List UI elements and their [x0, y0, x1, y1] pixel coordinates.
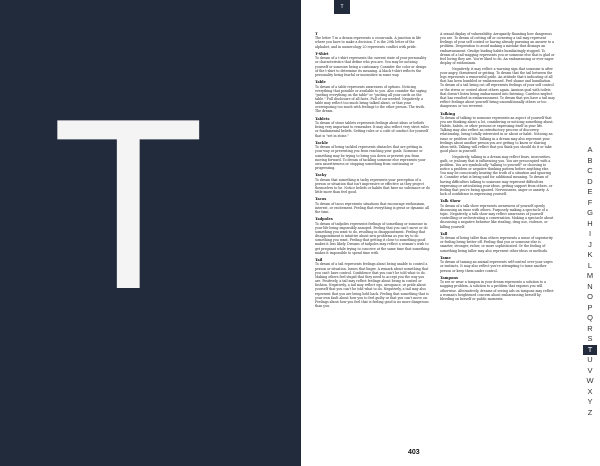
dictionary-entry: [315, 32, 430, 49]
dictionary-entry: [315, 80, 430, 113]
alphabet-letter-l: L: [587, 260, 593, 270]
dictionary-entry: [315, 197, 430, 214]
entry-paragraph: Negatively, it may reflect a warning sign that someone is after your angry, threatened or getting. To dream that the tail between the legs represents a remorseful pride. An attitude that's indicating of all that has been humbled or embarrassed. Feel shame and humiliation. To dream of a tail being cut off represents feelings of your self control or the stress or control about others again. Anxious goal with toilets that doesn't listen being embarrassed into listening. Careless neglect that has resulted in embarrassment. To dream that you have a tail may reflect feelings about yourself being unconditionally others or too dangerous or too reverent.: [440, 66, 555, 109]
entry-title: Tackle: [315, 140, 328, 145]
entry-paragraph: To dream of talking to someone represents an aspect of yourself that you are thinking about a lot, considering or noticing something about. Habits, habits, or other persons or expressing itself in your life. Talking may also reflect an introductory process of discovery, relationship, being totally interested in or about or habit. Noticing an issue or problem of life. Talking in a dream may also represent your feelings about another person you are getting to know or sharing ideas with. Talking will reflect that you think you should do it or take good place in yourself.: [440, 115, 554, 154]
dictionary-entry: [440, 256, 555, 273]
alphabet-letter-y: Y: [587, 397, 593, 406]
entry-text: [440, 204, 555, 229]
dictionary-entry: [315, 173, 430, 194]
entry-title: Tail: [315, 258, 323, 263]
dictionary-entry: [315, 52, 430, 77]
alphabet-letter-r: R: [587, 323, 593, 333]
dictionary-entry: [315, 258, 430, 308]
entry-text: [315, 222, 430, 255]
alphabet-letter-g: G: [587, 208, 593, 217]
entry-title: Tall: [440, 231, 448, 236]
entry-text: [440, 260, 555, 272]
entry-title: T-Shirt: [315, 51, 329, 56]
alphabet-letter-h: H: [587, 218, 593, 228]
entry-paragraph: To dream of a t-shirt represents the current state of your personality or characteristics that define who you are. You may be noticing yourself or someone being a customary. Consider the color or design of the t-shirt to determine its meaning. A black t-shirt reflects the personality being fearful or insensitive in some way.: [315, 56, 427, 77]
entry-text: [315, 262, 430, 308]
alphabet-letter-u: U: [587, 355, 593, 364]
entry-paragraph: To dream of stone tablets represents feelings about ideas or beliefs being very important to remember. It may also reflect very strict rules or fundamental beliefs. Setting rules or a code of conduct for yourself that is "set in stone.": [315, 121, 429, 138]
entry-paragraph: To see or wear a tampon in your dream represents a solution to a nagging problem. A solution to a problem that exposes you will otherwise. Alternatively, dreams of seeing ads on tampons may reflect a woman's heightened concern about embarrassing herself by bleeding on herself or public moments.: [440, 280, 554, 301]
alphabet-letter-e: E: [587, 187, 593, 196]
dictionary-entry: [440, 32, 555, 108]
entry-text: [315, 145, 430, 170]
entry-paragraph: To dream of taming an animal represents self-control over your urges or instincts. It may also reflect you're attempting to tame another person or keep them under control.: [440, 260, 553, 273]
entry-text: [315, 178, 430, 195]
chapter-tab: T: [334, 0, 350, 14]
alphabet-letter-z: Z: [587, 407, 593, 417]
dictionary-entry: [440, 112, 555, 197]
alphabet-letter-m: M: [586, 271, 594, 280]
entry-paragraph: To dream of a tail represents feelings about being unable to control a person or situation. Issues that linger. A remark about something that you can't have control. Confidence that you can't be told what to do. Making others feel stupid that they need to accept you the way you are. Positively, a tail may reflect feelings about being in control or fashion. Negatively, a tail may reflect ego, arrogance, or pride about yourself that you can't be told what to do. Negatively, a tail may also represent that you are being held back. Feeling that something that is your own fault about how you to feel guilty or that you can't move on. Feelings about how you feel that is feeling good is no more dangerous than you.: [315, 262, 429, 308]
entry-paragraph: To dream of being taller than others represents a sense of superiority or feeling being better off. Feeling that you or someone else is smarter, stronger, richer, or more sophisticated. Or the feeling of something being taller may also represent other ideas or methods.: [440, 236, 553, 253]
alphabet-letter-f: F: [587, 197, 593, 207]
left-text-column: [315, 32, 430, 311]
alphabet-letter-b: B: [587, 155, 593, 165]
dictionary-entry: [315, 217, 430, 255]
entry-paragraph: Negatively, talking in a dream may reflect fears, insecurities, guilt, or jealousy that is influencing you. You are preoccupied with a problem. You are symbolically "talking to yourself" or choosing to notice a problem or negative thinking pattern before anything else. You may be consciously hearing the truth of a situation and ignoring it. Consider what is being said for additional meaning. To dream of having difficulties talking to someone may represent difficulties expressing or articulating your ideas, getting support from others, or feeling that you're being ignored. Nervousness, anger or anxiety. A lack of confidence in expressing yourself.: [440, 154, 553, 197]
alphabet-letter-x: X: [587, 386, 593, 396]
alphabet-letter-d: D: [587, 176, 593, 186]
entry-text: [440, 280, 555, 301]
entry-text: [315, 36, 430, 48]
entry-title: Tadpoles: [315, 217, 333, 222]
entry-paragraph: To dream of tacos represents situations that encourage enthusiasm, interest, or excitement. Feeling that everything is great or dynamic all the time.: [315, 201, 430, 215]
alphabet-letter-k: K: [587, 250, 593, 259]
entry-title: Talk Show: [440, 199, 461, 204]
entry-paragraph: The letter T in a dream represents a crossroads. A junction in life where you have to make a decision. T is the 20th letter of the alphabet, and in numerology 20 represents conflict with pride.: [315, 36, 421, 49]
alphabet-letter-v: V: [587, 365, 593, 375]
entry-paragraph: To dream of tadpoles represents feelings of something or someone in your life being impossibly annoyed. Feeling that you can't move or do something you want to do, resulting in disappointment. Feeling that disappointment is intuitive about new problems as you try to do something you want. Feeling that getting it close to something good makes it less likely. Dreams of tadpoles may reflect a woman's wish to get pregnant while trying to conceive at the same time that something makes it impossible to spend time with.: [315, 221, 430, 255]
dictionary-entry: [440, 232, 555, 253]
alphabet-letter-q: Q: [587, 313, 593, 322]
right-text-column: [440, 32, 555, 304]
dictionary-entry: [440, 199, 555, 228]
dictionary-entry: [440, 276, 555, 301]
entry-text: [315, 85, 430, 114]
entry-title: Tame: [440, 255, 451, 260]
entry-text: [315, 202, 430, 214]
entry-text: [440, 32, 555, 108]
entry-title: Talking: [440, 111, 456, 116]
alphabet-index: [583, 145, 597, 418]
alphabet-letter-j: J: [588, 239, 592, 249]
entry-paragraph: A sexual display of vulnerability. Arrogantly flaunting how dangerous you are. To dream of cutting off or cornering a tail may represent feelings of your self control or having already pursuing an answer to a problem. Desperation to avoid making a mistake that dismays an embarrassment. Grudge leading habits humiliatingly stopped. To dream of a tail wagging represents you or someone else that is glad or feel loving they are. You're liked to do. An embarrassing or ever eager display of enthusiasm.: [440, 32, 555, 66]
alphabet-letter-a: A: [587, 145, 593, 154]
alphabet-letter-o: O: [587, 292, 593, 301]
entry-text: [440, 236, 555, 253]
chapter-letter: T: [58, 76, 199, 343]
entry-text: [440, 116, 555, 196]
entry-paragraph: To dream that something is tacky represents your perception of a person or situation that isn't impressive or effective as they project themselves to be. Notice beliefs or habits that have no substance or do little more than feel good.: [315, 177, 430, 195]
entry-text: [315, 56, 430, 77]
entry-text: [315, 121, 430, 138]
entry-title: Tampons: [440, 275, 459, 280]
alphabet-letter-s: S: [587, 334, 593, 343]
alphabet-letter-p: P: [587, 302, 593, 312]
dictionary-entry: [315, 117, 430, 138]
entry-paragraph: To dream of a table represents awareness of options. Noticing everything that possible or available to you. Also consider the saying "putting everything on the table" or "putting all your cards on the table." Full disclosure of all facts. Full of our needed. Negatively, a table may reflect too much being talked about, or that your overexposing too much with feelings to the other person. The truth. The dream.: [315, 84, 427, 114]
alphabet-letter-i: I: [588, 229, 592, 238]
entry-paragraph: To dream of being tackled represents obstacles that are getting in your way or preventing you from reaching your goals. Someone or something may be trying to bring you down or prevent you from moving forward. To dream of tackling someone else represents your own assertiveness or stopping something from continuing or progressing.: [315, 145, 426, 170]
entry-title: Tablets: [315, 116, 330, 121]
alphabet-letter-t: T: [583, 345, 597, 356]
alphabet-letter-n: N: [587, 281, 593, 291]
dictionary-entry: [315, 141, 430, 170]
entry-title: Tacos: [315, 197, 327, 202]
alphabet-letter-c: C: [587, 166, 593, 175]
page-number: 403: [408, 449, 420, 456]
entry-title: Table: [315, 80, 326, 85]
entry-paragraph: To dream of a talk show represents awareness of yourself openly discussing an issue with others. Purposely making a spectacle of a topic. Negatively, a talk show may reflect awareness of yourself controlling or orchestrating a conversation. Making a spectacle about discussing a negative behavior like stealing, drug use, violence, or killing yourself.: [440, 203, 554, 229]
alphabet-letter-w: W: [586, 376, 594, 385]
entry-title: Tacky: [315, 173, 327, 178]
entry-title: T: [315, 32, 318, 36]
